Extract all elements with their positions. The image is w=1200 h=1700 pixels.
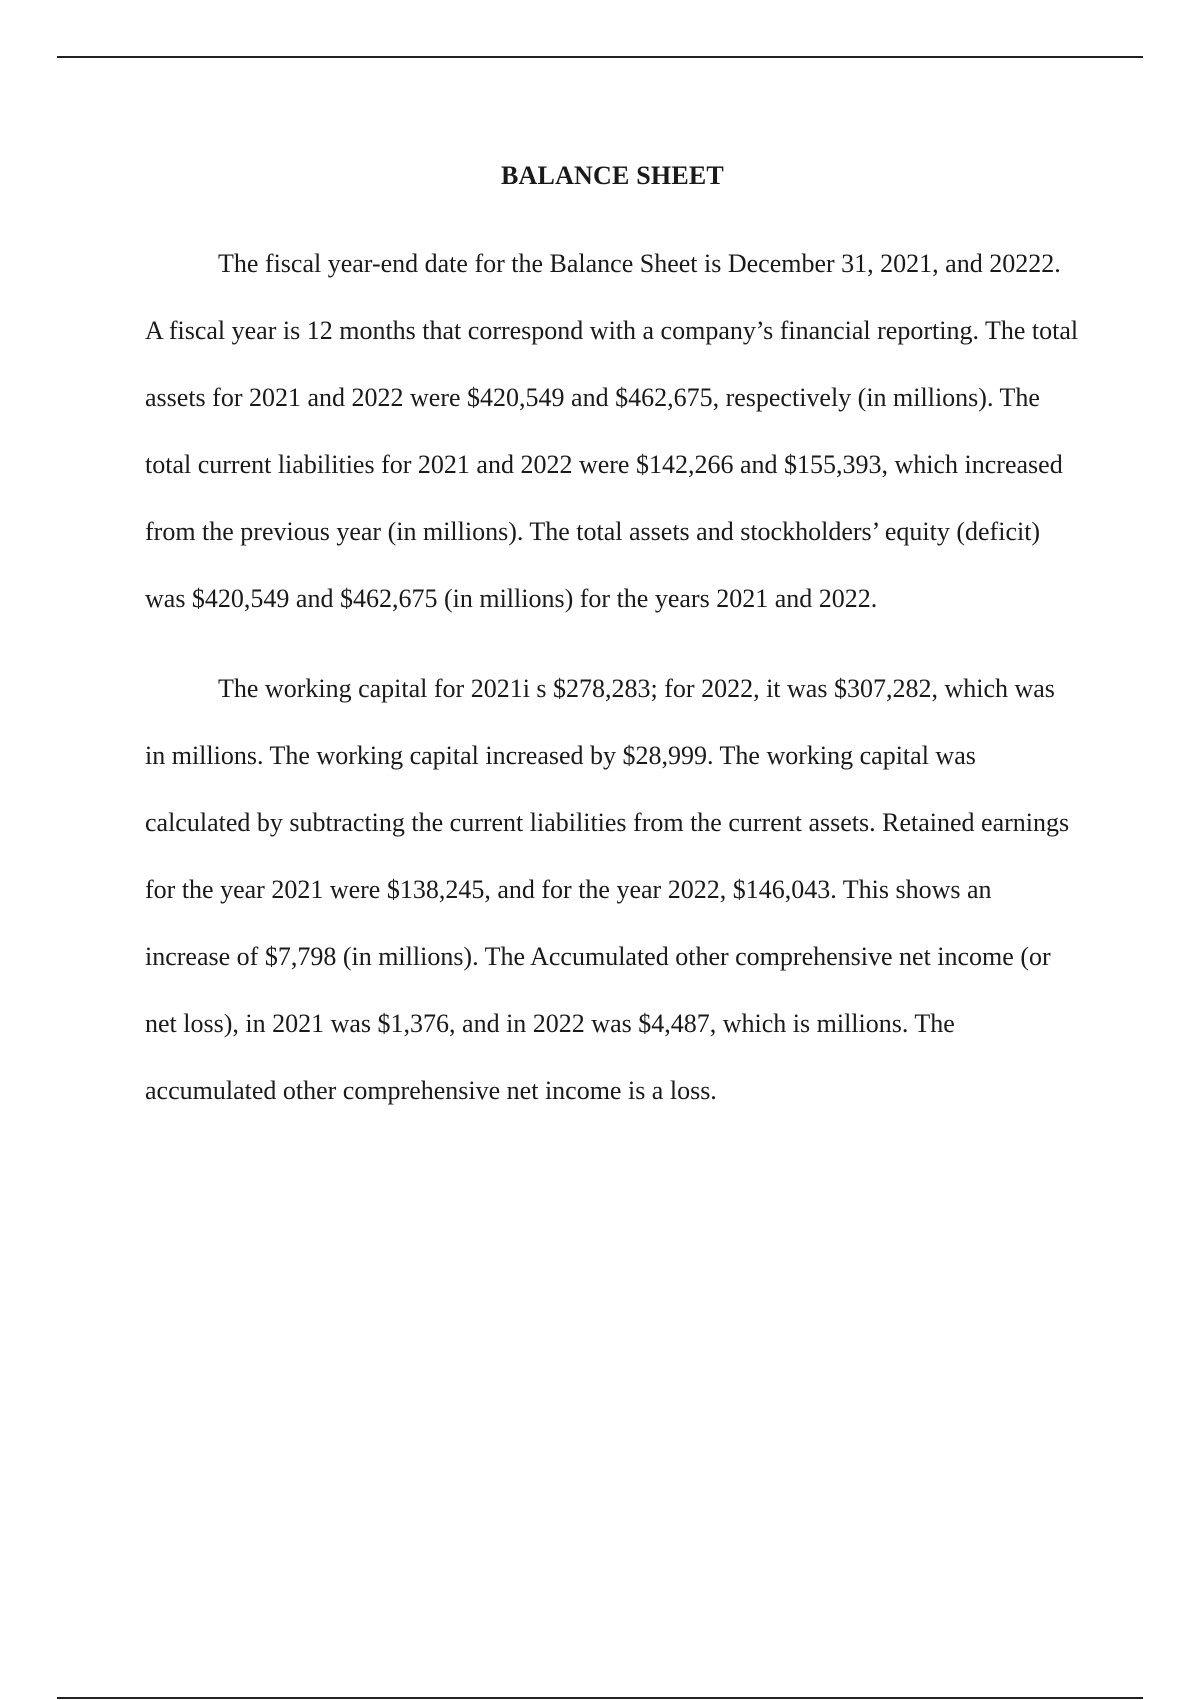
paragraph-working-capital: The working capital for 2021i s $278,283; for 2022, it was $307,282, which was in millions. The working capital increased by $28,999. The working capital was calculated by subtracting the current liabilities from the current assets. Retained earnings for the year 2021 were $138,245, and for the year 2022, $146,043. This shows an increase of $7,798 (in millions). The Accumulated other comprehensive net income (or net loss), in 2021 was $1,376, and in 2022 was $4,487, which is millions. The accumulated other comprehensive net income is a loss. xyxy=(145,674,1070,1105)
footer-rule xyxy=(57,1697,1143,1699)
header-rule xyxy=(57,56,1143,58)
document-body xyxy=(145,150,1080,1124)
document-title: BALANCE SHEET xyxy=(501,161,724,190)
paragraph-balance-sheet-overview: The fiscal year-end date for the Balance Sheet is December 31, 2021, and 20222. A fiscal year is 12 months that correspond with a company’s financial reporting. The total assets for 2021 and 2022 were $420,549 and $462,675, respectively (in millions). The total current liabilities for 2021 and 2022 were $142,266 and $155,393, which increased from the previous year (in millions). The total assets and stockholders’ equity (deficit) was $420,549 and $462,675 (in millions) for the years 2021 and 2022. xyxy=(145,249,1079,613)
